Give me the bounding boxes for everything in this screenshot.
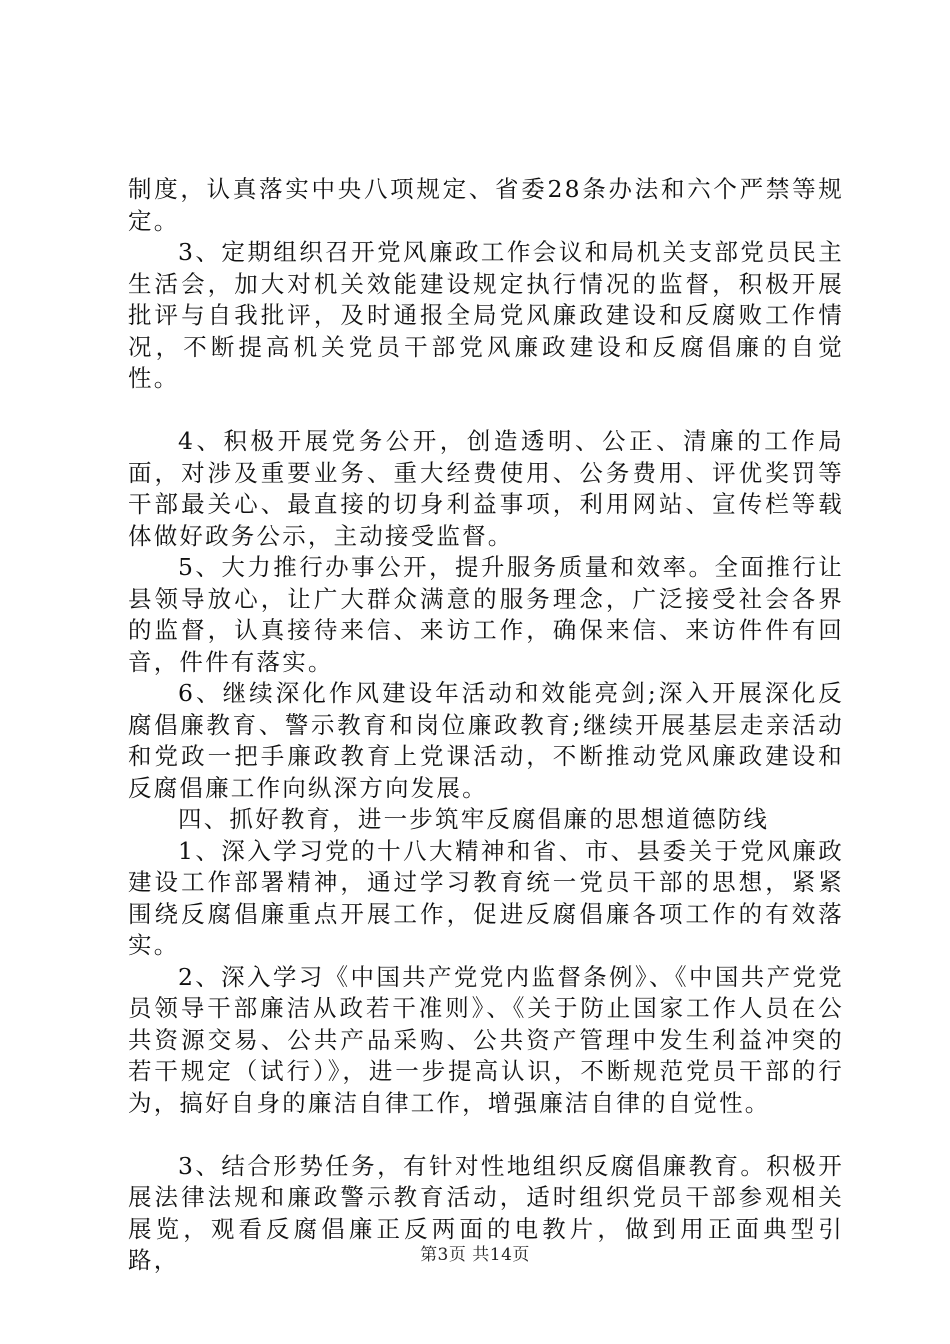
paragraph-item-5: 5、大力推行办事公开，提升服务质量和效率。全面推行让县领导放心，让广大群众满意的服务理念，广泛接受社会各界的监督，认真接待来信、来访工作，确保来信、来访件件有回音，件件有落实。 — [128, 553, 844, 676]
paragraph-item-6: 6、继续深化作风建设年活动和效能亮剑;深入开展深化反腐倡廉教育、警示教育和岗位廉政教育;继续开展基层走亲活动和党政一把手廉政教育上党课活动，不断推动党风廉政建设和反腐倡廉工作向纵深方向发展。 — [128, 679, 844, 802]
paragraph-item-4: 4、积极开展党务公开，创造透明、公正、清廉的工作局面，对涉及重要业务、重大经费使用、公务费用、评优奖罚等干部最关心、最直接的切身利益事项，利用网站、宣传栏等载体做好政务公示，主动接受监督。 — [128, 427, 844, 550]
paragraph-education-1: 1、深入学习党的十八大精神和省、市、县委关于党风廉政建设工作部署精神，通过学习教育统一党员干部的思想，紧紧围绕反腐倡廉重点开展工作，促进反腐倡廉各项工作的有效落实。 — [128, 836, 844, 959]
document-body — [128, 174, 844, 1277]
page-number-footer: 第3页 共14页 — [420, 1245, 530, 1265]
section-heading: 四、抓好教育，进一步筑牢反腐倡廉的思想道德防线 — [178, 805, 770, 833]
paragraph-continuation: 制度，认真落实中央八项规定、省委28条办法和六个严禁等规定。 — [128, 175, 844, 235]
paragraph-gap — [128, 1119, 844, 1151]
paragraph-item-3: 3、定期组织召开党风廉政工作会议和局机关支部党员民主生活会，加大对机关效能建设规定执行情况的监督，积极开展批评与自我批评，及时通报全局党风廉政建设和反腐败工作情况，不断提高机关党员干部党风廉政建设和反腐倡廉的自觉性。 — [128, 238, 844, 392]
paragraph-education-3: 3、结合形势任务，有针对性地组织反腐倡廉教育。积极开展法律法规和廉政警示教育活动，适时组织党员干部参观相关展览，观看反腐倡廉正反两面的电教片，做到用正面典型引路， — [128, 1151, 844, 1274]
paragraph-education-2: 2、深入学习《中国共产党党内监督条例》、《中国共产党党员领导干部廉洁从政若干准则》、《关于防止国家工作人员在公共资源交易、公共产品采购、公共资产管理中发生利益冲突的若干规定（试行）》，进一步提高认识，不断规范党员干部的行为，搞好自身的廉洁自律工作，增强廉洁自律的自觉性。 — [128, 962, 844, 1117]
paragraph-gap — [128, 395, 844, 427]
